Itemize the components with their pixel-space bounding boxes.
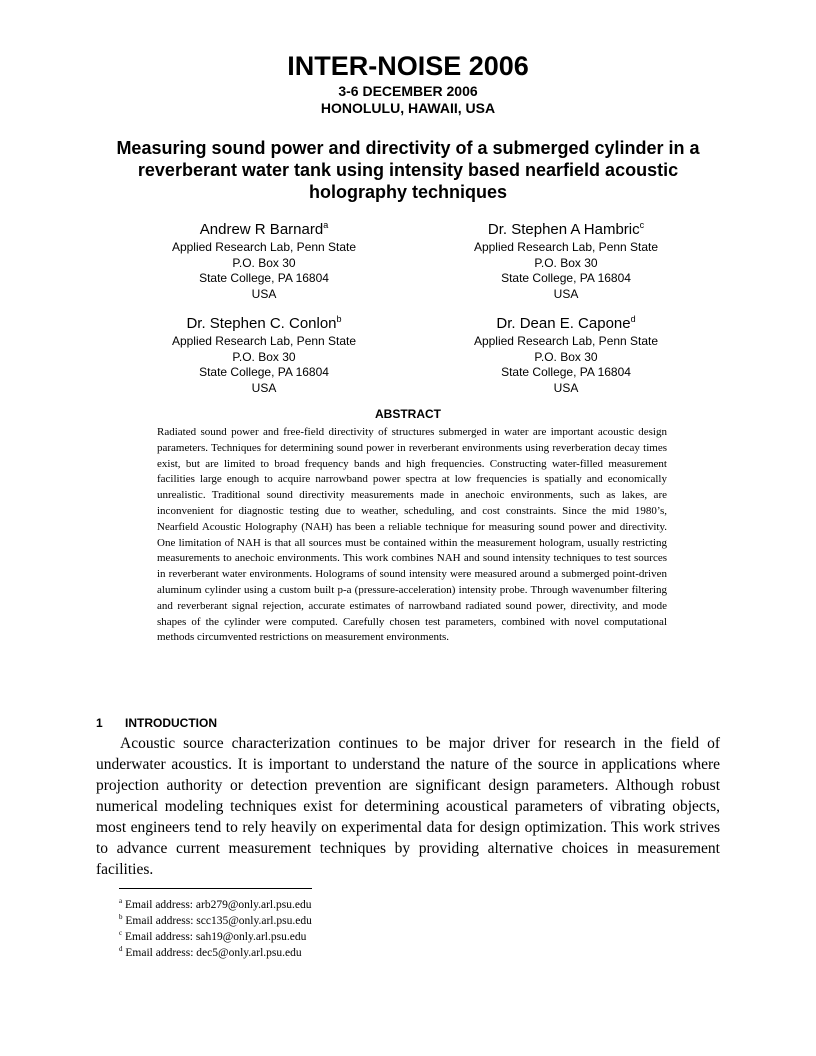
author-name: Dr. Stephen A Hambric$^c$: [487, 220, 645, 238]
author-country: USA: [553, 380, 579, 395]
conference-title: INTER-NOISE 2006: [287, 51, 529, 81]
author-affiliation: Applied Research Lab, Penn State: [473, 334, 659, 348]
introduction-body: Acoustic source characterization continues to be major driver for research in the field of underwater acoustics. It is important to understand the nature of the source in applications where projection authority or detection prevention are significant design parameters. Although robust numerical modeling techniques exist for determining acoustical parameters of vibrating objects, most engineers tend to rely heavily on experimental data for design optimization. This work strives to advance current measurement techniques by providing alternative choices in measurement facilities.: [96, 735, 720, 878]
paper-title: Measuring sound power and directivity of a submerged cylinder in a reverberant water tank using intensity based nearfield acoustic holography techniques: [116, 138, 700, 202]
author-name: Dr. Dean E. Capone$^d$: [496, 314, 636, 332]
abstract-heading: ABSTRACT: [375, 407, 441, 421]
author-block-barnard: [114, 220, 414, 302]
author-block-hambric: [416, 220, 716, 302]
author-city: State College, PA 16804: [501, 365, 631, 379]
author-footnote-mark: d: [630, 314, 636, 324]
author-address: P.O. Box 30: [534, 349, 598, 364]
author-country: USA: [553, 286, 579, 301]
author-affiliation: Applied Research Lab, Penn State: [171, 240, 357, 254]
author-block-conlon: [114, 314, 414, 396]
conference-date: 3-6 DECEMBER 2006: [338, 83, 478, 99]
author-city: State College, PA 16804: [199, 365, 329, 379]
footnote-d: $^d$ Email address: dec5@only.arl.psu.edu: [119, 945, 302, 959]
author-footnote-mark: c: [639, 220, 645, 230]
author-address: P.O. Box 30: [534, 255, 598, 270]
author-block-capone: [416, 314, 716, 396]
footnote-divider: [119, 888, 312, 889]
section-number: 1: [96, 716, 103, 730]
author-country: USA: [251, 380, 277, 395]
author-country: USA: [251, 286, 277, 301]
section-title: INTRODUCTION: [125, 716, 217, 730]
author-affiliation: Applied Research Lab, Penn State: [473, 240, 659, 254]
section-heading-introduction: [96, 716, 217, 731]
author-affiliation: Applied Research Lab, Penn State: [171, 334, 357, 348]
footnote-a: $^a$ Email address: arb279@only.arl.psu.edu: [119, 897, 312, 911]
footnote-c: $^c$ Email address: sah19@only.arl.psu.edu: [119, 929, 307, 943]
conference-location: HONOLULU, HAWAII, USA: [320, 100, 496, 116]
footnote-b: $^b$ Email address: scc135@only.arl.psu.edu: [119, 913, 312, 927]
footnotes: [119, 897, 312, 961]
author-city: State College, PA 16804: [199, 271, 329, 285]
author-name: Andrew R Barnard$^a$: [199, 220, 329, 238]
author-footnote-mark: b: [336, 314, 342, 324]
abstract-body: Radiated sound power and free-field directivity of structures submerged in water are important acoustic design parameters. Techniques for determining sound power in reverberant environments using reverberation decay times exist, but are limited to broad frequency bands and high frequencies. Constructing water-filled measurement facilities large enough to acquire narrowband power spectra at low frequencies is spatially and economically unrealistic. Traditional sound directivity measurements made in anechoic environments, such as lakes, are inconvenient for diagnostic testing due to weather, scheduling, and cost constraints. Since the mid 1980’s, Nearfield Acoustic Holography (NAH) has been a reliable technique for measuring sound power and directivity. One limitation of NAH is that all sources must be contained within the measurement hologram, usually restricting measurements to anechoic environments. This work combines NAH and sound intensity techniques to test sources in reverberant water environments. Holograms of sound intensity were measured around a submerged point-driven aluminum cylinder using a custom built p-a (pressure-acceleration) intensity probe. Through wavenumber filtering and reverberant signal rejection, accurate estimates of narrowband radiated sound power, directivity, and mode shapes of the cylinder were computed. Carefully chosen test parameters, combined with novel computational methods circumvented restrictions on measurement environments.: [157, 426, 667, 644]
author-address: P.O. Box 30: [232, 255, 296, 270]
author-address: P.O. Box 30: [232, 349, 296, 364]
author-name: Dr. Stephen C. Conlon$^b$: [186, 314, 342, 332]
author-city: State College, PA 16804: [501, 271, 631, 285]
author-footnote-mark: a: [323, 220, 329, 230]
